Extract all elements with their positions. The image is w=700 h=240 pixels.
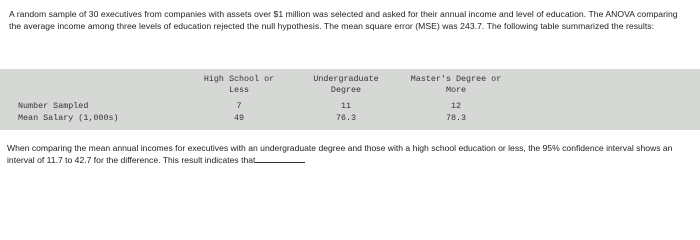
header-undergraduate-line1: Undergraduate <box>313 74 379 84</box>
cell-high-school-n: 7 <box>236 101 242 111</box>
question-body: When comparing the mean annual incomes for executives with an undergraduate degree and those with a high school education or less, the 95% confidence interval shows an interval of 11.7 to 42.7 for the difference. This result indicates that <box>7 143 673 165</box>
question-text <box>7 142 693 166</box>
header-high-school-line1: High School or <box>203 74 275 84</box>
row-label-number-sampled: Number Sampled <box>18 101 89 111</box>
cell-high-school-mean: 49 <box>233 113 245 123</box>
cell-undergraduate-n: 11 <box>340 101 352 111</box>
cell-masters-mean: 78.3 <box>445 113 467 123</box>
problem-intro: A random sample of 30 executives from companies with assets over $1 million was selected and asked for their annual income and level of education. The ANOVA comparing the average income among three levels of education rejected the null hypothesis. The mean square error (MSE) was 243.7. The following table summarized the results: <box>9 9 678 31</box>
header-high-school <box>193 74 285 95</box>
header-masters-line1: Master's Degree or <box>410 74 502 84</box>
header-undergraduate-line2: Degree <box>330 84 362 95</box>
cell-undergraduate-mean: 76.3 <box>335 113 357 123</box>
results-table <box>0 69 700 130</box>
row-label-mean-salary: Mean Salary (1,000s) <box>18 113 119 123</box>
header-undergraduate <box>301 74 391 95</box>
header-masters-line2: More <box>445 84 467 95</box>
header-high-school-line2: Less <box>228 84 250 95</box>
header-masters <box>398 74 514 95</box>
cell-masters-n: 12 <box>450 101 462 111</box>
answer-blank[interactable] <box>255 154 305 163</box>
